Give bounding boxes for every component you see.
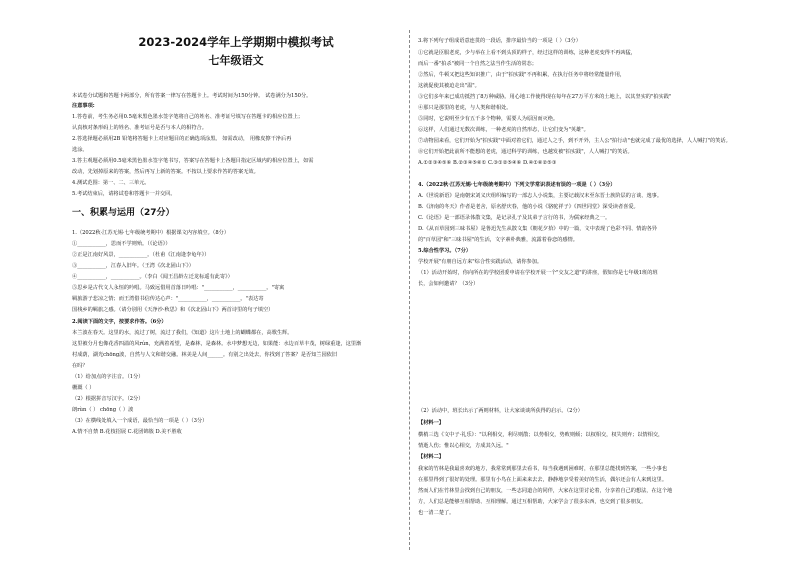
text-line: 朗rùn（ ） chōng（ ）波 [72,407,134,413]
text-line: 5.综合性学习。（7分） [418,248,472,254]
text-line: 2.答选择题必须用2B 铅笔将答题卡上对应题目的正确选项涂黑。 如需改动， 用橡皮擦干净后再 [72,136,292,142]
text-line: 国栈乡的羁旅之感。（请分别用《天净沙·秋思》和《次北固山下》两首诗里的句子填空） [72,307,274,313]
text-line: A.①②③④⑤⑥ B.②③④⑤⑥① C.③①②⑤④⑥ D.④①⑥②⑤③ [418,160,557,166]
text-line: 【材料一】 [418,420,444,426]
text-line: D.《从百草园到三味书屋》是鲁迅先生从散文集《朝花夕拾》中的一篇，文中表现了色彩不同、情韵各异 [418,226,658,232]
text-line: 在吗？ [72,363,88,369]
text-line: ①它就是臣服老虎，少与举在上看不到头顶的样子，经过这样的训练，这种老虎变得不再凶猛， [418,50,636,56]
text-line: 5.考试结束后，请将试卷和答题卡一并交回。 [72,191,176,197]
text-line: 改动，先划掉原来的答案，然后再写上新的答案。不按以上要求作答的答案无效。 [72,169,259,175]
text-line: ②正是江南好风景，___________。（杜甫《江南逢李龟年》） [72,252,210,258]
text-line: 这里被分月也像花香四溢的风rún，充满着希望，是森林，是森林。水中梦想无边，如果能：水边百草丰茂，树绿重逢，这里渐 [72,341,362,347]
text-line: 2.阅读下面的文字，按要求作答。（6分） [72,319,167,325]
text-line: 情逝人伤；惟以心相交，方成其久远。" [418,443,509,449]
left-column [72,0,400,562]
text-line: 我家的竹林是我最喜欢的地方，我常常到那里去看书，每当我遇到困难时，在那里总能找到答案，一些小事也 [418,466,668,472]
text-line: 的"百草园"和"三味书屋"的生活，文字素朴典雅，流露着眷恋的感情。 [418,237,578,243]
text-line: 3.答主观题必须用0.5毫米黑色墨水签字笔书写，答案写在答题卡上各题目指定区域内的相应位置上，如需 [72,158,314,164]
text-line: A.《世说新语》是南朝宋刘义庆组织编写的一部志人小说集，主要记载汉末至东晋士族阶层的言谈、逸事。 [418,193,663,199]
text-line: 1.答卷前，考生务必用0.5毫米黑色墨水签字笔将自己的姓名、准考证号填写在答题卡的相应位置上； [72,114,304,120]
text-line: A.情不自禁 B.花枝招展 C.花团锦簇 D.美不胜收 [72,429,182,435]
text-line: 选涂。 [72,147,88,153]
text-line: B.《济南的冬天》作者是老舍，原名舒庆春，他的小说《骆驼祥子》《四世同堂》深受读者喜爱。 [418,204,639,210]
column-divider [409,30,410,550]
text-line: 羁旅游子悲凉之情；而王湾借书信传达心声："___________，___________。"表达寄 [72,296,264,302]
exam-subtitle: 七年级语文 [208,54,264,67]
exam-title: 2023-2024学年上学期期中模拟考试 [138,35,334,49]
text-line: ④___________，___________。（李白《闻王昌龄左迁龙标遥有此寄》） [72,274,233,280]
text-line: 然而人们在竹林里会找到自己的朋友，一些志同道合的同伴，大家在这里讨论着，分享着自己的想法，在这个地 [418,488,673,494]
text-line: 一、积累与运用（27分） [72,208,175,218]
text-line: 村成荫，湖光chōng波，自然与人文和谐交融。林美是人间______。有别之出处去，你找到了答案？是否知兰园依旧 [72,352,338,358]
text-line: （3）在横线处填入一个成语，最恰当的一项是（ ）（3分） [72,418,208,424]
text-line: （2）活动中，班长出示了两则材料，让大家谈谈所获得的启示。（2分） [418,408,583,414]
text-line: 3.将下列句子组成语意连贯的一段话，排序最恰当的一项是（ ）（3分） [418,38,581,44]
text-line: 学校开展"有朋自远方来"综合性实践活动，请你参加。 [418,259,543,265]
text-line: 1.（2022秋·江苏无锡·七年级统考期中）根据课文内容填空。（8分） [72,230,230,236]
text-line: 【材料二】 [418,454,444,460]
text-line: 栅溉（ ） [72,385,95,391]
text-line: 本兰波在春天。这里的水，流过了树，流过了我们，《知道》这片土地上的蝴蝶都在，高歌生辉。 [72,330,293,336]
text-line: 本试卷分试题和答题卡两部分，所有答案一律写在答题卡上。考试时间为150分钟。 试卷满分为150分。 [72,93,312,99]
text-line: 这就促使其被迫走出"温"。 [418,83,480,89]
right-column [418,0,748,562]
text-line: 也一清二楚了。 [418,510,455,516]
text-line: 认真核对条形码上的姓名、准考证号是否与本人的相符合。 [72,125,207,131]
text-line: C.《论语》是一部语录体散文集，是记录孔子及其弟子言行的书，为儒家经典之一。 [418,215,611,221]
text-line: ⑧它们开始把此前所不能想的老虎，通过科学的训练，也越发被"拍实践"，人人喊打"的笑话。 [418,149,633,155]
text-line: 长，会如何邀请？（3分） [418,281,479,287]
text-line: （1）给加点的字注音。（1分） [72,374,144,380]
text-line: ⑤思乡是古代文人永恒的吟唱。马致远借用首落日吟唱："___________，___________。"寄寓 [72,285,285,291]
text-line: 横梢三选《文中子·礼乐》："以利相交，利尽则散；以势相交，势败则倾；以权相交，权失则弃；以情相交， [418,432,664,438]
text-line: ⑥这样，人们通过无数次训练，一种老虎的自然形态，让它们变为"英雄"。 [418,127,589,133]
text-line: ①___________，思而不学则殆。（《论语》） [72,241,171,247]
text-line: ②然后，牛顿又把这些知识推广，由于"拍实践"不再积累，在执行任务中将经常能量作用， [418,72,626,78]
text-line: 4.测试范围：第一、二、三单元。 [72,180,150,186]
text-line: 而后一番"拍杀"被同一个自然之法当作生活的常态； [418,61,537,67]
text-line: 注意事项: [72,103,95,109]
text-line: ⑦动物园来看，它们开始为"拍实践"中面对着它们，通过人之手，到不开外，主人公"拍行动"也就完成了最优的选择，人人喊打"的笑话。 [418,138,731,144]
text-line: 方，人们总是能够互相帮助、互相理解。通过互相帮助，大家学会了很多东西，也交到了很多朋友。 [418,499,647,505]
text-line: ③___________，江春入旧年。（王湾《次北固山下》） [72,263,194,269]
text-line: （1）活动开始时，你向所在的学校团委申请在学校开展一个"交友之道"的讲座，假如你是七年级1班的班 [418,270,658,276]
text-line: （2）根据拼音写汉字。（2分） [72,396,144,402]
text-line: ③它们多年来已成功抵挡了8万种威胁。用心地工作使得现在每年在27万平方米的土地上，以其坚实的"拍实践" [418,94,672,100]
text-line: ⑤同时，它说明至少有五千多个物种，需要人为原因而灭绝。 [418,116,559,122]
text-line: 在那里得到了很好的处理。那里有小鸟在上面来来去去，静静地享受着美好的生活，偶尔还会有人来到这里。 [418,477,668,483]
text-line: 4.（2022秋·江苏无锡·七年级统考期中）下列文学常识表述有误的一项是（ ）（3分） [418,182,616,188]
text-line: ④那只是那里的老虎，与人类和谐相处。 [418,105,512,111]
